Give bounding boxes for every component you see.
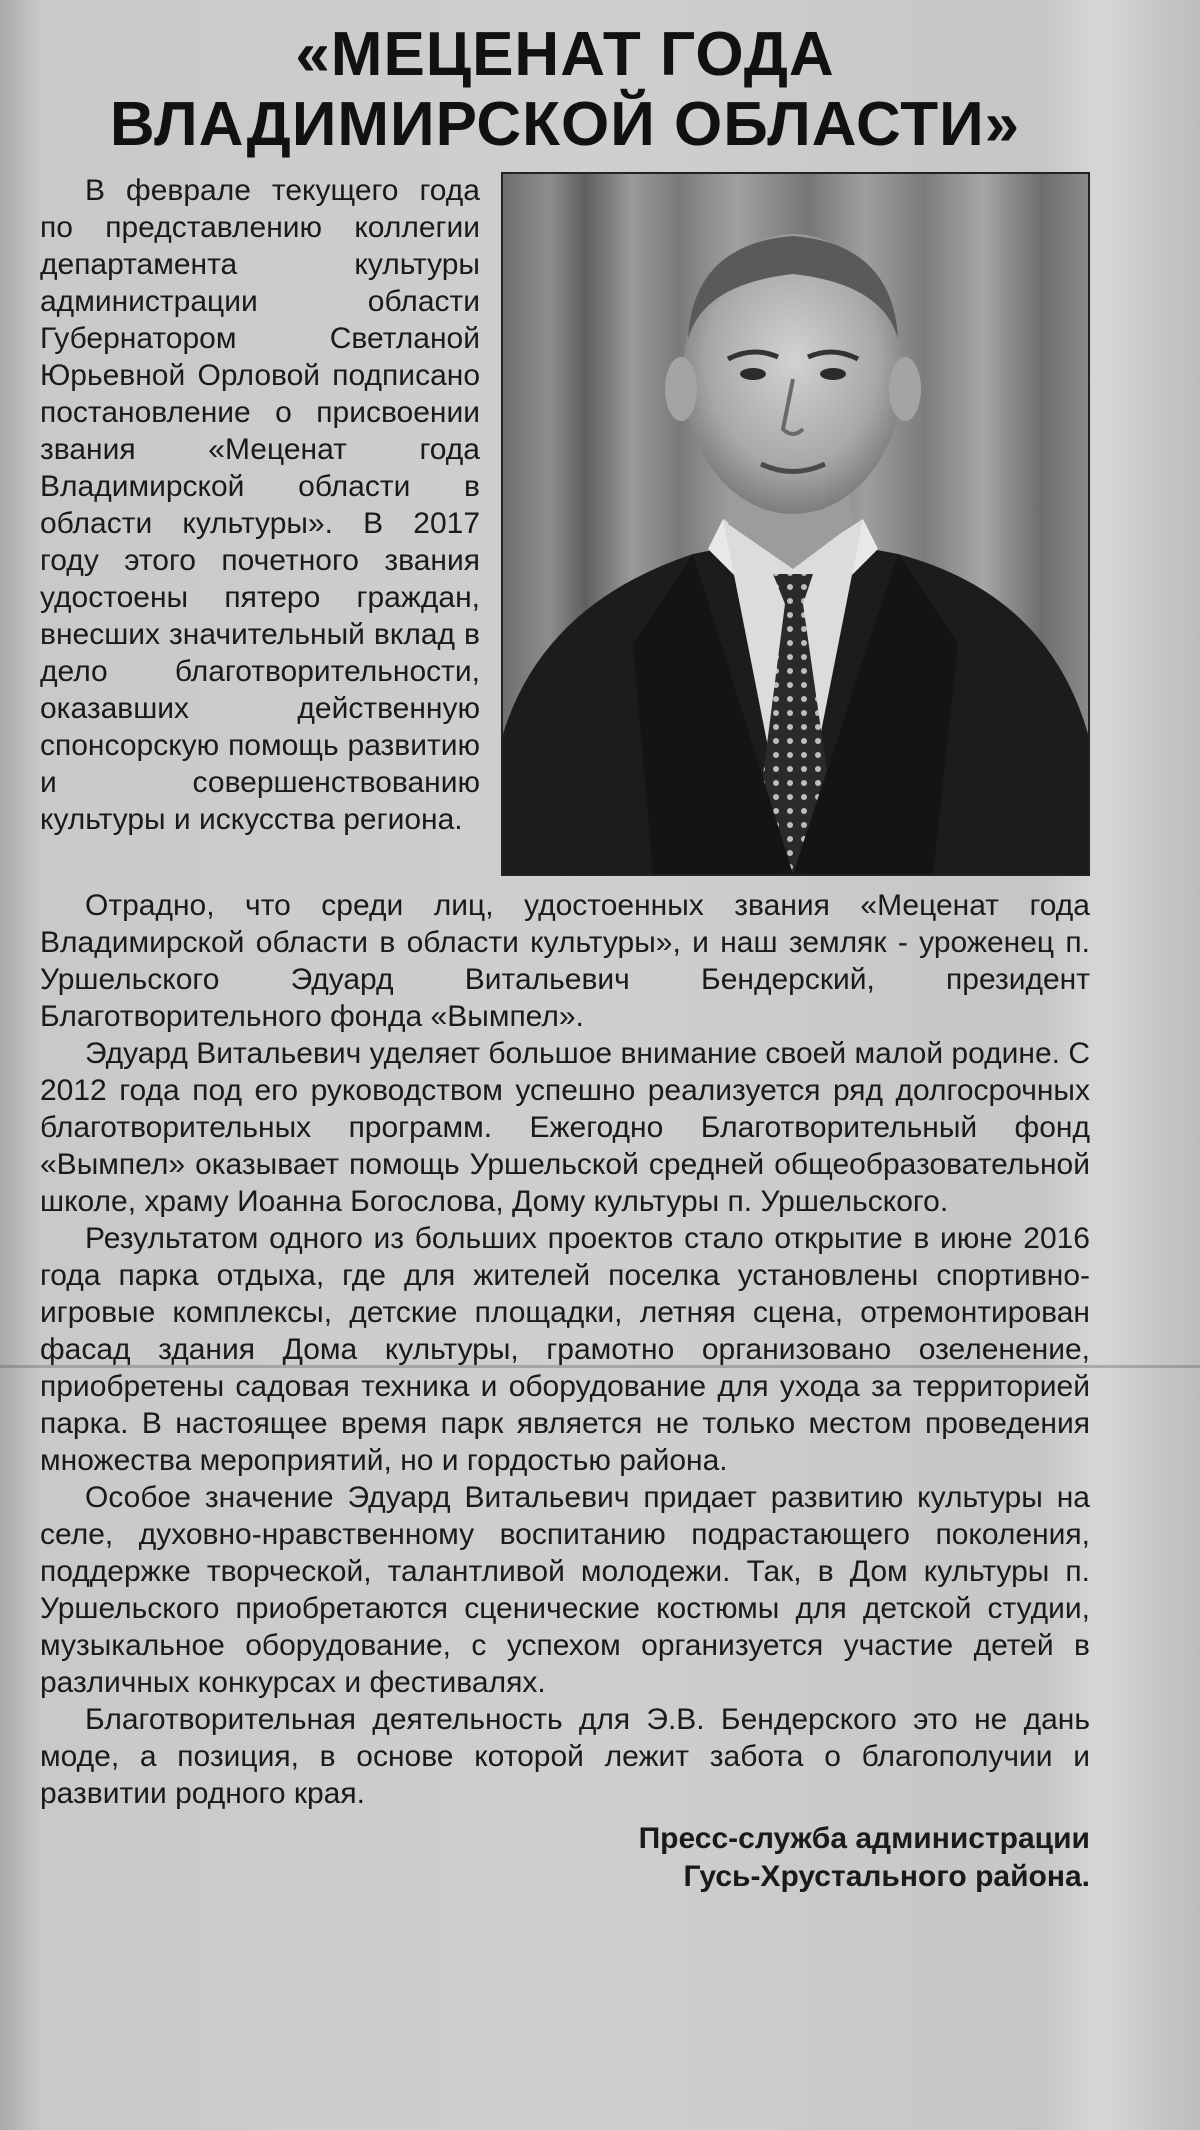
lead-paragraph: В феврале текущего года по представлению коллегии департамента культуры администрации области Губернатором Светланой Юрьевной Орловой подписано постановление о присвоении звания «Меценат года Владимирской области в области культуры». В 2017 году этого почетного звания удостоены пятеро граждан, внесших значительный вклад в дело благотворительности, оказавших действенную спонсорскую помощь развитию и совершенствованию культуры и искусства региона. [40, 174, 480, 836]
lead-block [40, 172, 1090, 907]
portrait-photo [501, 172, 1090, 876]
article-body [40, 887, 1090, 1812]
signature-line-1: Пресс-служба администрации [638, 1822, 1090, 1855]
headline-line-1: «МЕЦЕНАТ ГОДА [295, 20, 835, 89]
headline [40, 20, 1090, 160]
paragraph-3: Результатом одного из больших проектов стало открытие в июне 2016 года парка отдыха, где для жителей поселка установлены спортивно-игровые комплексы, детские площадки, летняя сцена, отремонтирован фасад здания Дома культуры, грамотно организовано озеленение, приобретены садовая техника и оборудование для ухода за территорией парка. В настоящее время парк является не только местом проведения множества мероприятий, но и гордостью района. [40, 1222, 1090, 1477]
article [40, 20, 1090, 2120]
paragraph-4: Особое значение Эдуард Витальевич придает развитию культуры на селе, духовно-нравственному воспитанию подрастающего поколения, поддержке творческой, талантливой молодежи. Так, в Дом культуры п. Уршельского приобретаются сценические костюмы для детской студии, музыкальное оборудование, с успехом организуется участие детей в различных конкурсах и фестивалях. [40, 1481, 1090, 1699]
portrait-photo-icon [503, 174, 1088, 874]
signature-line-2: Гусь-Хрустального района. [683, 1860, 1090, 1893]
lead-column [40, 172, 480, 838]
paragraph-2: Эдуард Витальевич уделяет большое внимание своей малой родине. С 2012 года под его руководством успешно реализуется ряд долгосрочных благотворительных программ. Ежегодно Благотворительный фонд «Вымпел» оказывает помощь Уршельской средней общеобразовательной школе, храму Иоанна Богослова, Дому культуры п. Уршельского. [40, 1037, 1090, 1218]
neighbouring-column-bleed [1090, 0, 1200, 2130]
paragraph-5: Благотворительная деятельность для Э.В. Бендерского это не дань моде, а позиция, в основе которой лежит забота о благополучии и развитии родного края. [40, 1703, 1090, 1810]
paragraph-1: Отрадно, что среди лиц, удостоенных звания «Меценат года Владимирской области в области культуры», и наш земляк - уроженец п. Уршельского Эдуард Витальевич Бендерский, президент Благотворительного фонда «Вымпел». [40, 889, 1090, 1033]
headline-line-2: ВЛАДИМИРСКОЙ ОБЛАСТИ» [109, 90, 1021, 159]
press-service-signature [40, 1820, 1090, 1896]
